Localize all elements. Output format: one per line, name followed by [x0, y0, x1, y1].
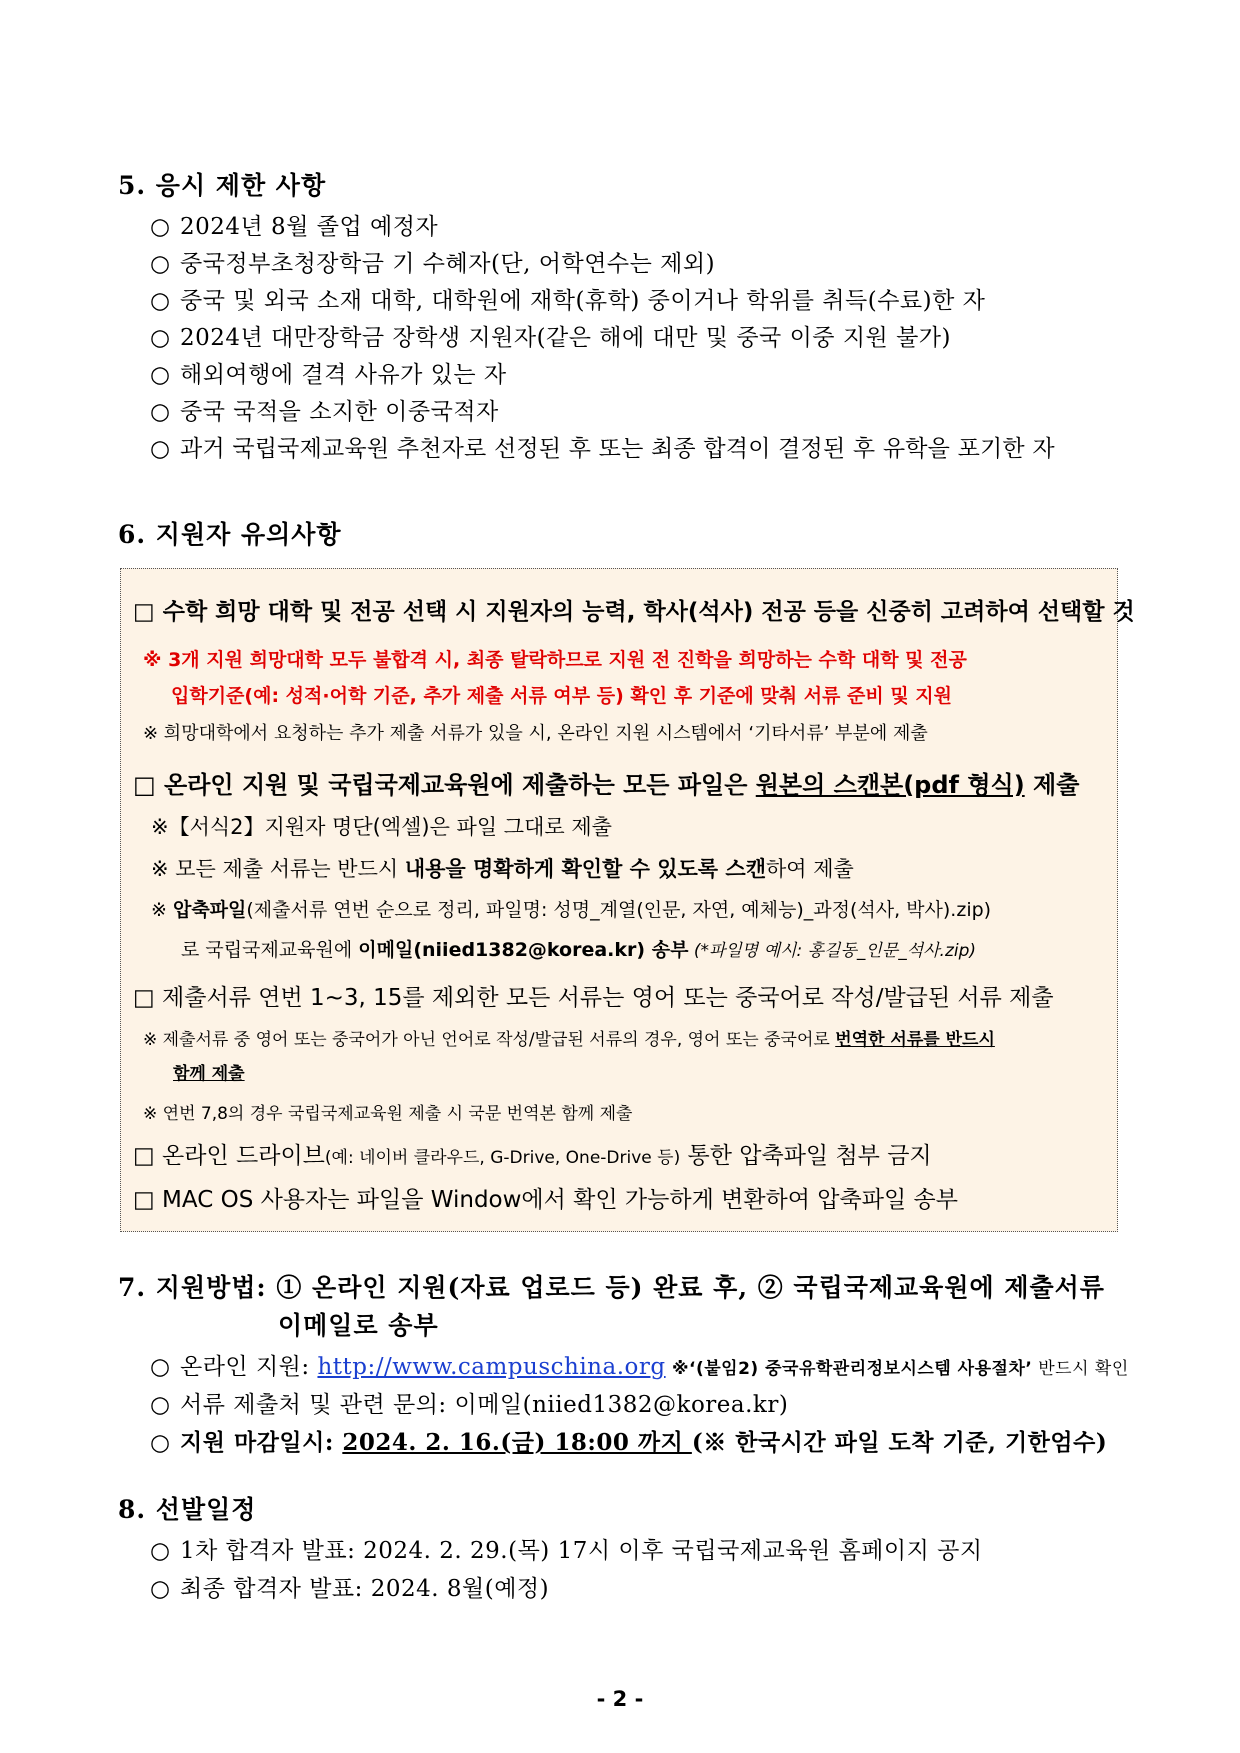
list-item: ○ 2024년 대만장학금 장학생 지원자(같은 해에 대만 및 중국 이중 지원 불가): [150, 325, 951, 351]
bullet-icon: ○: [150, 251, 171, 277]
bullet-icon: ○: [150, 399, 171, 425]
list-item: ○ 1차 합격자 발표: 2024. 2. 29.(목) 17시 이후 국립국제교육원 홈페이지 공지: [150, 1538, 983, 1564]
bullet-icon: ○: [150, 1576, 171, 1602]
note-zip-file: ※ 압축파일(제출서류 연번 순으로 정리, 파일명: 성명_계열(인문, 자연, 예체능)_과정(석사, 박사).zip): [151, 899, 992, 921]
list-item: ○ 중국정부초청장학금 기 수혜자(단, 어학연수는 제외): [150, 251, 716, 277]
list-item: ○ 중국 국적을 소지한 이중국적자: [150, 399, 499, 425]
list-item: ○ 2024년 8월 졸업 예정자: [150, 214, 439, 240]
notice-check-2: □ 온라인 지원 및 국립국제교육원에 제출하는 모든 파일은 원본의 스캔본(pdf 형식) 제출: [133, 771, 1080, 799]
list-item: ○ 과거 국립국제교육원 추천자로 선정된 후 또는 최종 합격이 결정된 후 유학을 포기한 자: [150, 436, 1055, 462]
bullet-icon: ○: [150, 362, 171, 388]
notice-box: [120, 568, 1135, 1232]
note-extra-documents: ※ 희망대학에서 요청하는 추가 제출 서류가 있을 시, 온라인 지원 시스템에서 ‘기타서류’ 부분에 제출: [143, 723, 928, 744]
list-item-contact: ○ 서류 제출처 및 관련 문의: 이메일(niied1382@korea.kr): [150, 1392, 789, 1418]
bullet-icon: ○: [150, 436, 171, 462]
list-item: ○ 최종 합격자 발표: 2024. 8월(예정): [150, 1576, 550, 1602]
warning-note-line-2: 입학기준(예: 성적·어학 기준, 추가 제출 서류 여부 등) 확인 후 기준에 맞춰 서류 준비 및 지원: [171, 685, 953, 707]
list-item: ○ 해외여행에 결격 사유가 있는 자: [150, 362, 507, 388]
note-translation-line-1: ※ 제출서류 중 영어 또는 중국어가 아닌 언어로 작성/발급된 서류의 경우, 영어 또는 중국어로 번역한 서류를 반드시: [143, 1030, 995, 1050]
bullet-icon: ○: [150, 288, 171, 314]
note-scan-clarity: ※ 모든 제출 서류는 반드시 내용을 명확하게 확인할 수 있도록 스캔하여 제출: [151, 857, 854, 881]
notice-check-5: □ MAC OS 사용자는 파일을 Window에서 확인 가능하게 변환하여 압축파일 송부: [133, 1187, 958, 1213]
note-form-2: ※【서식2】지원자 명단(엑셀)은 파일 그대로 제출: [151, 815, 612, 839]
list-item-deadline: ○ 지원 마감일시: 2024. 2. 16.(금) 18:00 까지 (※ 한국시간 파일 도착 기준, 기한엄수): [150, 1429, 1108, 1456]
bullet-icon: ○: [150, 1392, 171, 1418]
section-5-title: 5. 응시 제한 사항: [118, 171, 327, 200]
bullet-icon: ○: [150, 1354, 171, 1380]
campuschina-link[interactable]: http://www.campuschina.org: [317, 1354, 666, 1380]
section-8-title: 8. 선발일정: [118, 1495, 257, 1524]
section-7-title-line-1: 7. 지원방법: ① 온라인 지원(자료 업로드 등) 완료 후, ② 국립국제교육원에 제출서류: [118, 1273, 1105, 1302]
page-number: - 2 -: [596, 1687, 644, 1711]
notice-check-1: □ 수학 희망 대학 및 전공 선택 시 지원자의 능력, 학사(석사) 전공 등을 신중히 고려하여 선택할 것: [133, 599, 1135, 625]
section-7-title-line-2: 이메일로 송부: [278, 1311, 439, 1340]
note-korean-translation: ※ 연번 7,8의 경우 국립국제교육원 제출 시 국문 번역본 함께 제출: [143, 1104, 633, 1124]
notice-check-3: □ 제출서류 연번 1~3, 15를 제외한 모든 서류는 영어 또는 중국어로 작성/발급된 서류 제출: [133, 985, 1054, 1011]
list-item-online-apply: ○ 온라인 지원: http://www.campuschina.org ※‘(붙임2) 중국유학관리정보시스템 사용절차’ 반드시 확인: [150, 1354, 1129, 1380]
section-6-title: 6. 지원자 유의사항: [118, 520, 342, 549]
bullet-icon: ○: [150, 1538, 171, 1564]
notice-check-4: □ 온라인 드라이브(예: 네이버 클라우드, G-Drive, One-Drive 등) 통한 압축파일 첨부 금지: [133, 1143, 932, 1169]
bullet-icon: ○: [150, 214, 171, 240]
warning-note-line-1: ※ 3개 지원 희망대학 모두 불합격 시, 최종 탈락하므로 지원 전 진학을 희망하는 수학 대학 및 전공: [143, 649, 967, 671]
bullet-icon: ○: [150, 1429, 171, 1456]
list-item: ○ 중국 및 외국 소재 대학, 대학원에 재학(휴학) 중이거나 학위를 취득(수료)한 자: [150, 288, 986, 314]
note-zip-email: 로 국립국제교육원에 이메일(niied1382@korea.kr) 송부 (*파일명 예시: 홍길동_인문_석사.zip): [181, 939, 977, 961]
bullet-icon: ○: [150, 325, 171, 351]
note-translation-line-2: 함께 제출: [173, 1064, 245, 1084]
